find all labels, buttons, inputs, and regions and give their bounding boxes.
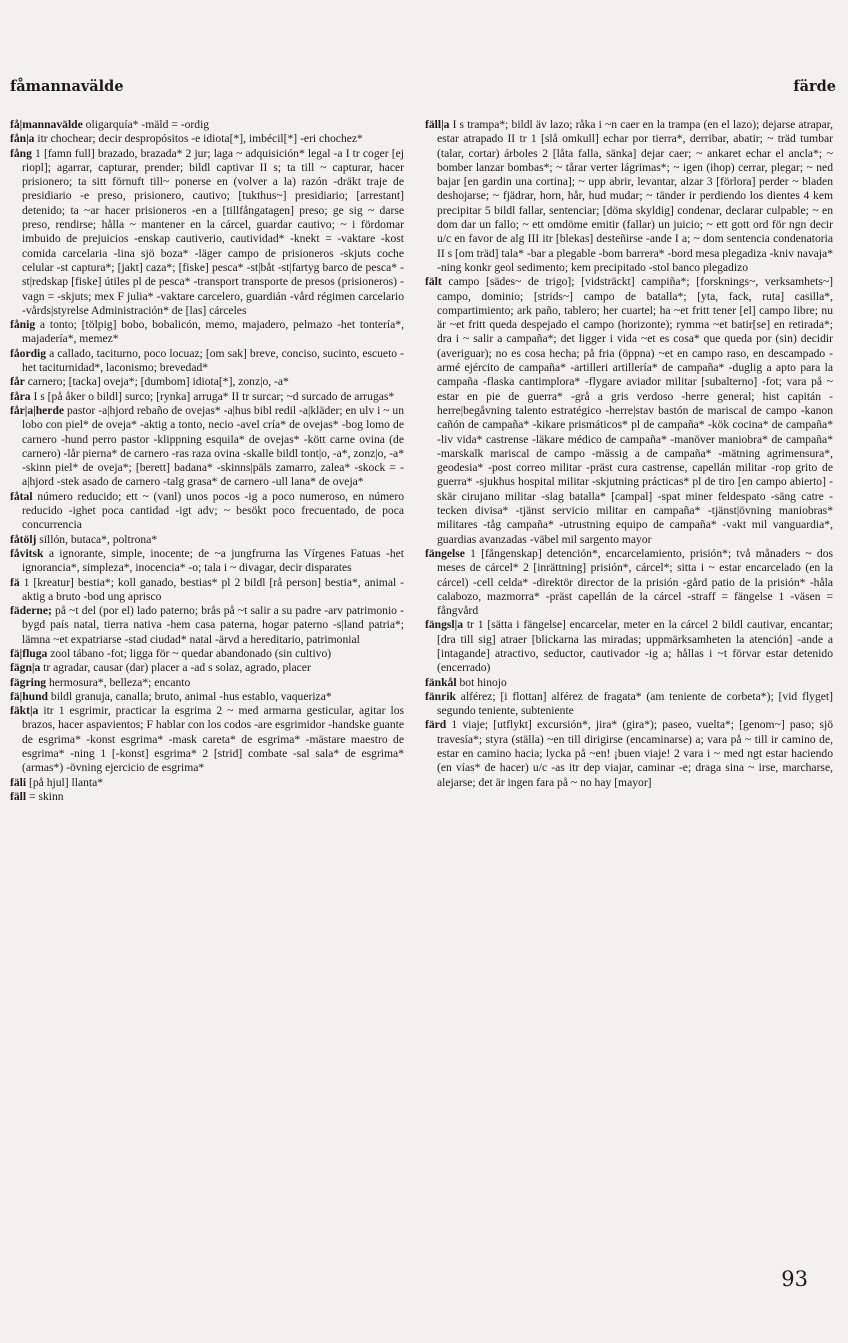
dictionary-entry: fänrik alférez; [i flottan] alférez de fragata* (am teniente de corbeta*); [vid flyget] segundo teniente, subteniente xyxy=(425,689,833,718)
page-number: 93 xyxy=(781,1267,808,1291)
dictionary-entry: fånig a tonto; [tölpig] bobo, bobalicón, memo, majadero, pelmazo -het tontería*, majadería*, memez* xyxy=(10,318,404,346)
dictionary-entry: fägn|a tr agradar, causar (dar) placer a -ad s solaz, agrado, placer xyxy=(10,661,311,675)
dictionary-entry: fäll = skinn xyxy=(10,789,64,803)
dictionary-entry: fåvitsk a ignorante, simple, inocente; de ~a jungfrurna las Vírgenes Fatuas -het ignorancia*, simpleza*, inocencia* -o; tala i ~ divagar, decir disparates xyxy=(10,546,404,575)
dictionary-entry: får carnero; [tacka] oveja*; [dumbom] idiota[*], zonz|o, -a* xyxy=(10,375,289,389)
running-head-left: fåmannavälde xyxy=(10,78,124,95)
dictionary-entry: fåordig a callado, taciturno, poco locuaz; [om sak] breve, conciso, sucinto, escueto -het taciturnidad*, laconismo; brevedad* xyxy=(10,346,404,375)
dictionary-entry: fägring hermosura*, belleza*; encanto xyxy=(10,675,191,689)
dictionary-entry: fåra I s [på åker o bildl] surco; [rynka] arruga* II tr surcar; ~d surcado de arrugas* xyxy=(10,389,395,403)
dictionary-entry: fäli [på hjul] llanta* xyxy=(10,775,104,789)
left-column xyxy=(10,118,404,804)
dictionary-entry: fä|fluga zool tábano -fot; ligga för ~ quedar abandonado (sin cultivo) xyxy=(10,646,332,660)
dictionary-entry: fåtölj sillón, butaca*, poltrona* xyxy=(10,532,158,546)
dictionary-entry: fång 1 [famn full] brazado, brazada* 2 jur; laga ~ adquisición* legal -a I tr coger [ej riopl]; agarrar, capturar, prender; bildl captivar II s; ta till ~ capturar, hacer prisionero; ta sitt förnuft till~ ponerse en (volver a la) razón -dräkt traje de presidiario -e preso, prisionero, cautivo; [tukthus~] presidiario; [arrestant] detenido; ta ~ar hacer prisioneros -en a [tillfångatagen] preso; ge sig ~ darse preso, rendirse; hålla ~ mantener en la cárcel, guardar cautivo; ~ i fördomar imbuido de prejuicios -enskap cautiverio, cautividad* -knekt = -vaktare -kost comida carcelaria -lina sjö boza* -läger campo de prisioneros -skjuts coche celular -st captura*; [jakt] caza*; [fiske] pesca* -st|båt -st|fartyg barco de pesca* -st|redskap [fiske] útiles pl de pesca* -transport transporte de presos (prisioneros) -vagn = -skjuts; mex F julia* -vaktare carcelero, guardián -vård régimen carcelario -vårds|styrelse Administración* de [las] cárceles xyxy=(10,146,404,317)
dictionary-entry: färd 1 viaje; [utflykt] excursión*, jira* (gira*); paseo, vuelta*; [genom~] paso; sjö travesía*; styra (ställa) ~en till dirigirse (encaminarse) a; vara på ~ till ir camino de, estar en camino hacia; lycka på ~en! ¡buen viaje! 2 vara i ~ med ngt estar haciendo (en vías* de hacer) u/c -as itr dep viajar, caminar -e; draga sina ~ irse, marcharse, alejarse; det är ingen fara på ~ no hay [mayor] xyxy=(425,718,833,789)
running-head-right: färde xyxy=(793,78,836,95)
dictionary-entry: fäkt|a itr 1 esgrimir, practicar la esgrima 2 ~ med armarna gesticular, agitar los brazos, hacer aspavientos; F hablar con los codos -are esgrimidor -handske guante de esgrima* -konst esgrima* -mask careta* de esgrima* -mästare maestro de esgrima* -ning 1 [-konst] esgrima* 2 [strid] combate -sal sala* de esgrima* (armas*) -övning ejercicio de esgrima* xyxy=(10,704,404,775)
dictionary-entry: fån|a itr chochear; decir despropósitos -e idiota[*], imbécil[*] -eri chochez* xyxy=(10,132,363,146)
dictionary-entry: fäll|a I s trampa*; bildl äv lazo; råka i ~n caer en la trampa (en el lazo); dejarse atrapar, estar atrapado II tr 1 [slå omkull] echar por tierra*, derribar, abatir; ~ träd tumbar (talar, cortar) árboles 2 [låta falla, sänka] dejar caer; ~ ankaret echar el ancla*; ~ bomber lanzar bombas*; ~ tårar verter lágrimas*; ~ igen (ihop) cerrar, plegar; ~ ned bajar [en gardin una cortina]; ~ upp abrir, levantar, alzar 3 [förlora] perder ~ bladen deshojarse; ~ fjädrar, horn, hår, hud mudar; ~ tänder ir perdiendo los dientes 4 kem precipitar 5 bildl fallar, sentenciar; [döma skyldig] condenar, declarar culpable; ~ en dom dar un fallo; ~ ett omdöme emitir (fallar) un juicio; ~ ett gott ord för ngn decir u/c en favor de alg III itr [blekas] desteñirse -ande I a; ~ dom sentencia condenatoria II s [om träd] tala* -bar a plegable -bom barrera* -bord mesa plegadiza -kniv navaja* -ning konkr geol sedimento; kem precipitado -stol banco plegadizo xyxy=(425,118,833,274)
dictionary-entry: får|a|herde pastor -a|hjord rebaño de ovejas* -a|hus bibl redil -a|kläder; en ulv i ~ un lobo con piel* de oveja* -aktig a tonto, necio -avel cría* de ovejas* -bog lomo de carnero -hund perro pastor -klippning esquila* de ovejas* -kött carne ovina (de carnero) -lår pierna* de carnero -ras raza ovina -skalle bildl tont|o, -a*, zonz|o, -a* -skinn piel* de oveja*; [berett] badana* -skinns|päls zamarro, zalea* -skock = -a|hjord -stek asado de carnero -talg grasa* de carnero -ull lana* de oveja* xyxy=(10,403,404,489)
dictionary-entry: fä|hund bildl granuja, canalla; bruto, animal -hus establo, vaqueriza* xyxy=(10,689,332,703)
dictionary-entry: fäderne; på ~t del (por el) lado paterno; brås på ~t salir a su padre -arv patrimonio -bygd país natal, tierra nativa -hem casa paterna, hogar paterno -s|land patria*; lämna ~et expatriarse -stad ciudad* natal -ärvd a hereditario, patrimonial xyxy=(10,604,404,646)
dictionary-entry: fåtal número reducido; ett ~ (vanl) unos pocos -ig a poco numeroso, en número reducido -ighet poca cantidad -igt adv; ~ besökt poco frecuentado, de poca concurrencia xyxy=(10,489,404,532)
dictionary-entry: fält campo [sädes~ de trigo]; [vidsträckt] campiña*; [forsknings~, verksamhets~] campo, dominio; [strids~] campo de batalla*; [yta, fack, ruta] casilla*, compartimiento; ark paño, tablero; her cuartel; ha ~et fritt tener [el] campo libre; nu är ~et fritt queda despejado el campo (horizonte); rymma ~et batir[se] en retirada*; dra i ~ salir a campaña*; det ligger i vida ~et es cosa* que queda por (sin) decidir (averiguar); no es cosa hecha; på fria (öppna) ~et en campo raso, en descampado -armé ejército de campaña* -artilleri artillería* de campaña* -duglig a apto para la campaña -flaska cantimplora* -flygare aviador militar [subalterno] -fot; vara på ~ estar en pie de guerra* -grå a gris verdoso -herre general; hist capitán -herre|begåvning talento estratégico -herre|stav bastón de mariscal de campo -kanon cañón de campaña* -kikare prismáticos* pl de campaña* -kök cocina* de campaña* -liv vida* castrense -läkare médico de campaña* -manöver maniobra* de campaña* -marskalk mariscal de campo -mässig a de campaña* -mätning agrimensura*, geodesia* -post correo militar -präst cura castrense, capellán militar -rop grito de guerra* -sjukhus hospital militar -skjutning prácticas* pl de tiro [en campo abierto] -skär cirujano militar -slag batalla* [campal] -spat miner feldespato -säng catre -tecken divisa* -tjänst servicio militar en campaña* -tjänst|övning maniobras* militares -tåg campaña* -utrustning equipo de campaña* -vakt mil vanguardia*, guardias avanzadas -väbel mil sargento mayor xyxy=(425,275,833,546)
dictionary-entry: fängsl|a tr 1 [sätta i fängelse] encarcelar, meter en la cárcel 2 bildl cautivar, encantar; [dra till sig] atraer [blickarna las miradas; uppmärksamheten la atención] -ande a [intagande] atractivo, seductor, cautivador -ig a; hållas i ~t förvar estar detenido (encerrado) xyxy=(425,618,833,675)
dictionary-entry: få|mannavälde oligarquía* -mäld = -ordig xyxy=(10,118,210,131)
dictionary-entry: fänkål bot hinojo xyxy=(425,675,507,689)
dictionary-entry: fängelse 1 [fångenskap] detención*, encarcelamiento, prisión*; två månaders ~ dos meses de cárcel* 2 [inrättning] prisión*, cárcel*; sitta i ~ estar encarcelado (en la cárcel) -cell celda* -direktör director de la prisión -gård patio de la prisión* -håla calabozo, mazmorra* -präst capellán de la cárcel -straff = fängelse 1 -väsen = fångvård xyxy=(425,546,833,618)
right-column xyxy=(425,118,833,790)
dictionary-entry: fä 1 [kreatur] bestia*; koll ganado, bestias* pl 2 bildl [rå person] bestia*, animal -aktig a bruto -bod ung aprisco xyxy=(10,575,404,603)
